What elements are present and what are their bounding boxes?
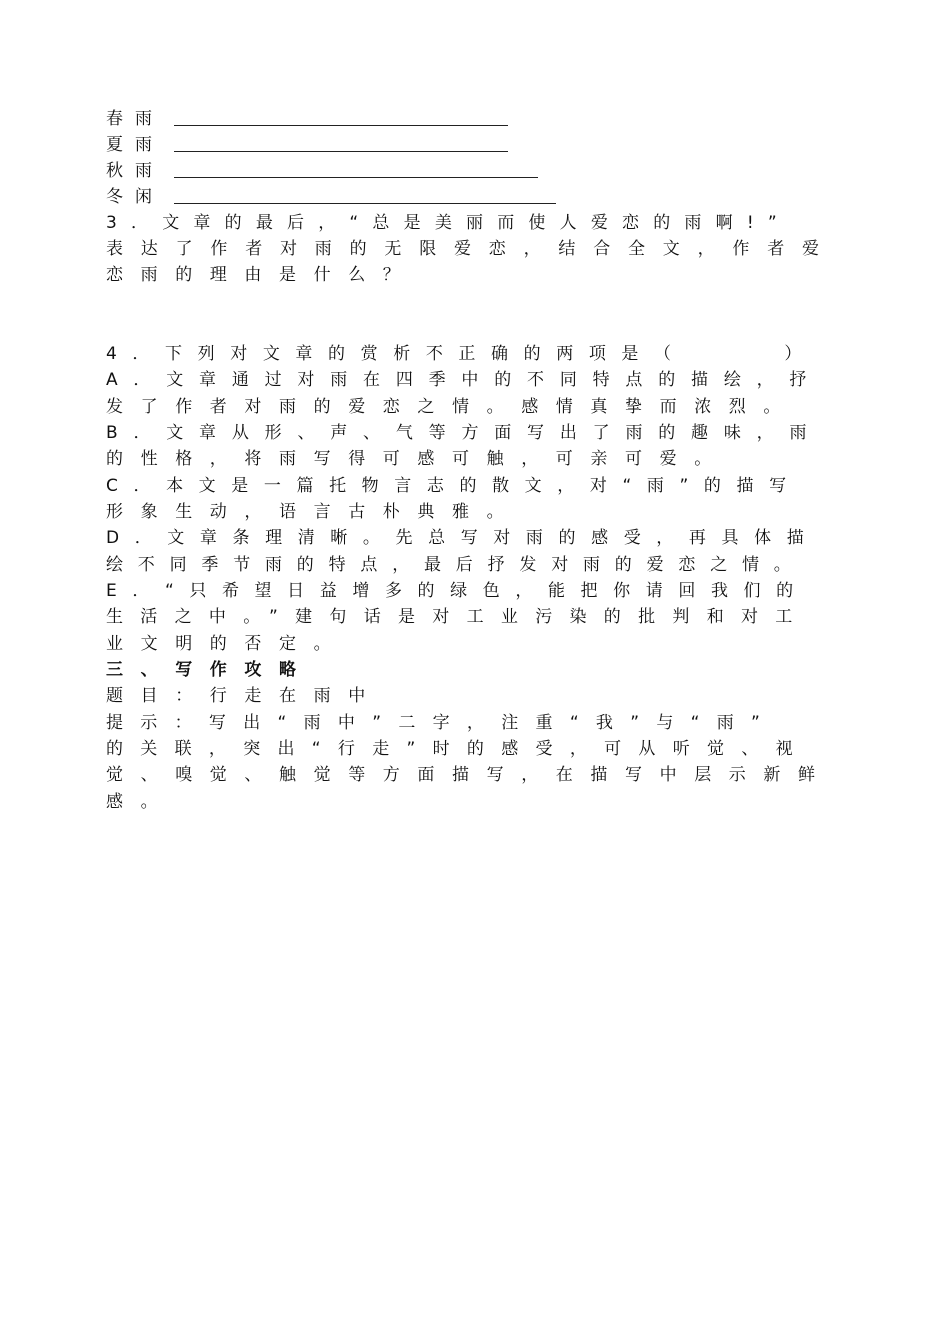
option-b-line-1 [106, 420, 846, 446]
text-span: B．文章从形、声、气等方面写出了雨的趣味，雨 [106, 423, 823, 443]
section-heading [106, 657, 846, 683]
fill-blank-label: 秋雨 [106, 161, 164, 181]
question-3-line-3 [106, 262, 846, 288]
text-span: 觉、嗅觉、触觉等方面描写，在描写中层示新鲜 [106, 765, 833, 785]
fill-blank-label: 春雨 [106, 109, 164, 129]
essay-hint-line-4 [106, 789, 846, 815]
text-span: 恋雨的理由是什么？ [106, 265, 418, 285]
text-span: A．文章通过对雨在四季中的不同特点的描绘，抒 [106, 370, 823, 390]
fill-blank-row-autumn [106, 158, 538, 184]
option-c-line-2 [106, 499, 846, 525]
option-b-line-2 [106, 446, 846, 472]
fill-blank-label: 冬闲 [106, 187, 164, 207]
option-e-line-1 [106, 578, 846, 604]
text-span: 感。 [106, 792, 176, 812]
text-span: 生活之中。”建句话是对工业污染的批判和对工 [106, 607, 810, 627]
text-span: 形象生动，语言古朴典雅。 [106, 502, 522, 522]
essay-title [106, 683, 846, 709]
question-3-line-2 [106, 236, 846, 262]
text-span: E．“只希望日益增多的绿色，能把你请回我们的 [106, 581, 809, 601]
option-a-line-2 [106, 394, 846, 420]
text-span: 的性格，将雨写得可感可触，可亲可爱。 [106, 449, 729, 469]
essay-hint-line-2 [106, 736, 846, 762]
answer-line[interactable] [174, 159, 538, 178]
question-3-line-1 [106, 210, 846, 236]
option-e-line-3 [106, 631, 846, 657]
text-span: 表达了作者对雨的无限爱恋，结合全文，作者爱 [106, 239, 837, 259]
question-4-stem [106, 341, 846, 367]
text-span: 业文明的否定。 [106, 634, 349, 654]
text-span: C．本文是一篇托物言志的散文，对“雨”的描写 [106, 476, 802, 496]
answer-line[interactable] [174, 185, 556, 204]
text-span: 发了作者对雨的爱恋之情。感情真挚而浓烈。 [106, 397, 798, 417]
answer-line[interactable] [174, 133, 508, 152]
essay-hint-line-3 [106, 762, 846, 788]
essay-hint-line-1 [106, 710, 846, 736]
text-span: 的关联，突出“行走”时的感受，可从听觉、视 [106, 739, 810, 759]
fill-blank-row-winter [106, 184, 556, 210]
option-d-line-2 [106, 552, 846, 578]
option-a-line-1 [106, 367, 846, 393]
fill-blank-row-summer [106, 132, 508, 158]
option-c-line-1 [106, 473, 846, 499]
text-span: 题目：行走在雨中 [106, 686, 383, 706]
fill-blank-label: 夏雨 [106, 135, 164, 155]
text-span: 3．文章的最后，“总是美丽而使人爱恋的雨啊!” [106, 213, 791, 233]
text-span: D．文章条理清晰。先总写对雨的感受，再具体描 [106, 528, 820, 548]
text-span: 4．下列对文章的赏析不正确的两项是（ ） [106, 344, 818, 364]
text-span: 三、写作攻略 [106, 660, 314, 680]
text-span: 提示：写出“雨中”二字，注重“我”与“雨” [106, 713, 778, 733]
option-d-line-1 [106, 525, 846, 551]
answer-line[interactable] [174, 107, 508, 126]
fill-blank-row-spring [106, 106, 508, 132]
text-span: 绘不同季节雨的特点，最后抒发对雨的爱恋之情。 [106, 555, 806, 575]
option-e-line-2 [106, 604, 846, 630]
